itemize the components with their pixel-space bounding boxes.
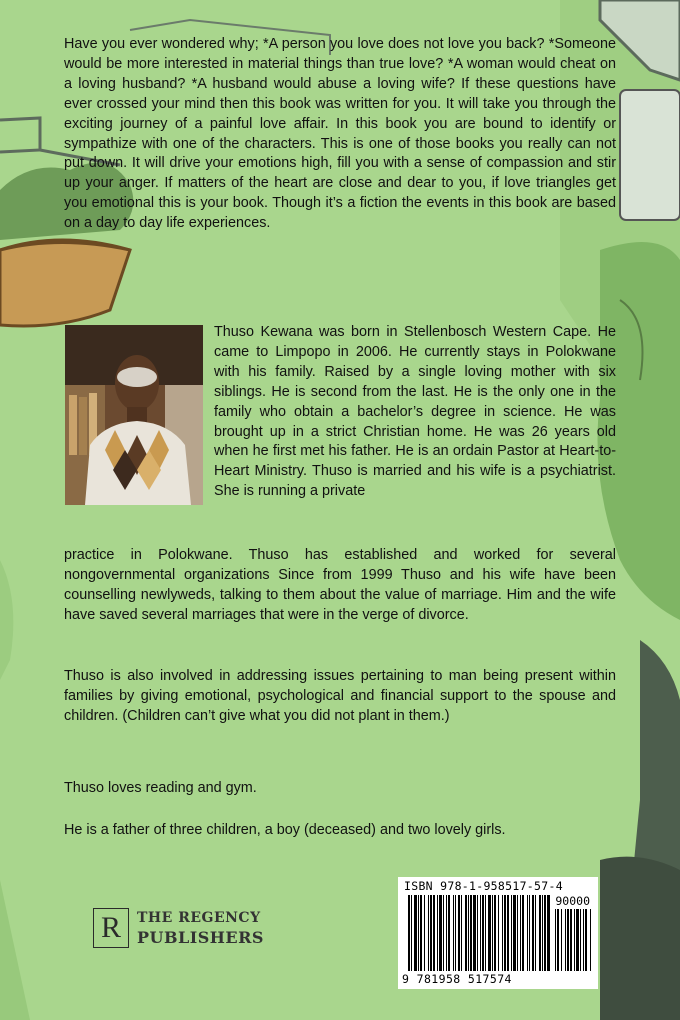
author-bio-wrapped: Thuso Kewana was born in Stellenbosch Western Cape. He came to Limpopo in 2006. He currently stays in Polokwane with his family. Raised by a single loving mother with six siblings. He is second from the last. He is the only one in the family who obtain a bachelor’s degree in science. He was brought up in a strict Christian home. He was 26 years old when he first met his father. He is an ordain Pastor at Heart-to-Heart Ministry. Thuso is married and his wife is a psychiatrist. She is running a private	[214, 324, 616, 500]
publisher-logo	[93, 908, 293, 952]
author-bio-paragraph-4: He is a father of three children, a boy (deceased) and two lovely girls.	[64, 822, 506, 838]
author-bio-paragraph-3: Thuso loves reading and gym.	[64, 780, 257, 796]
publisher-monogram-icon: R	[93, 908, 129, 948]
publisher-name-line2: PUBLISHERS	[137, 928, 264, 947]
author-bio-paragraph-2: Thuso is also involved in addressing issues pertaining to man being present within families by giving emotional, psychological and financial support to the spouse and children. (Children can’t give what you did not plant in them.)	[64, 668, 616, 724]
price-code: 90000	[555, 894, 590, 908]
isbn-barcode	[398, 877, 598, 989]
author-photo	[65, 325, 203, 505]
isbn-label: ISBN 978-1-958517-57-4	[404, 879, 563, 893]
author-bio-continued: practice in Polokwane. Thuso has established and worked for several nongovernmental organizations Since from 1999 Thuso and his wife have been counselling newlyweds, talking to them about the value of marriage. Him and the wife have saved several marriages that were in the verge of divorce.	[64, 547, 616, 623]
barcode-number: 9 781958 517574	[402, 972, 512, 986]
book-blurb: Have you ever wondered why; *A person you love does not love you back? *Someone would be more interested in material things than true love? *A woman would cheat on a loving husband? *A husband would abuse a loving wife? If these questions have ever crossed your mind then this book was written for you. It will take you through the exciting journey of a painful love affair. In this book you are bound to identify or sympathize with one of the characters. This is one of those books you really can not put down. It will drive your emotions high, fill you with a sense of compassion and stir up your anger. If matters of the heart are close and dear to you, if love triangles get you emotional this is your book. Though it’s a fiction the events in this book are based on a day to day life experiences.	[64, 36, 616, 232]
publisher-name-line1: THE REGENCY	[137, 910, 261, 926]
